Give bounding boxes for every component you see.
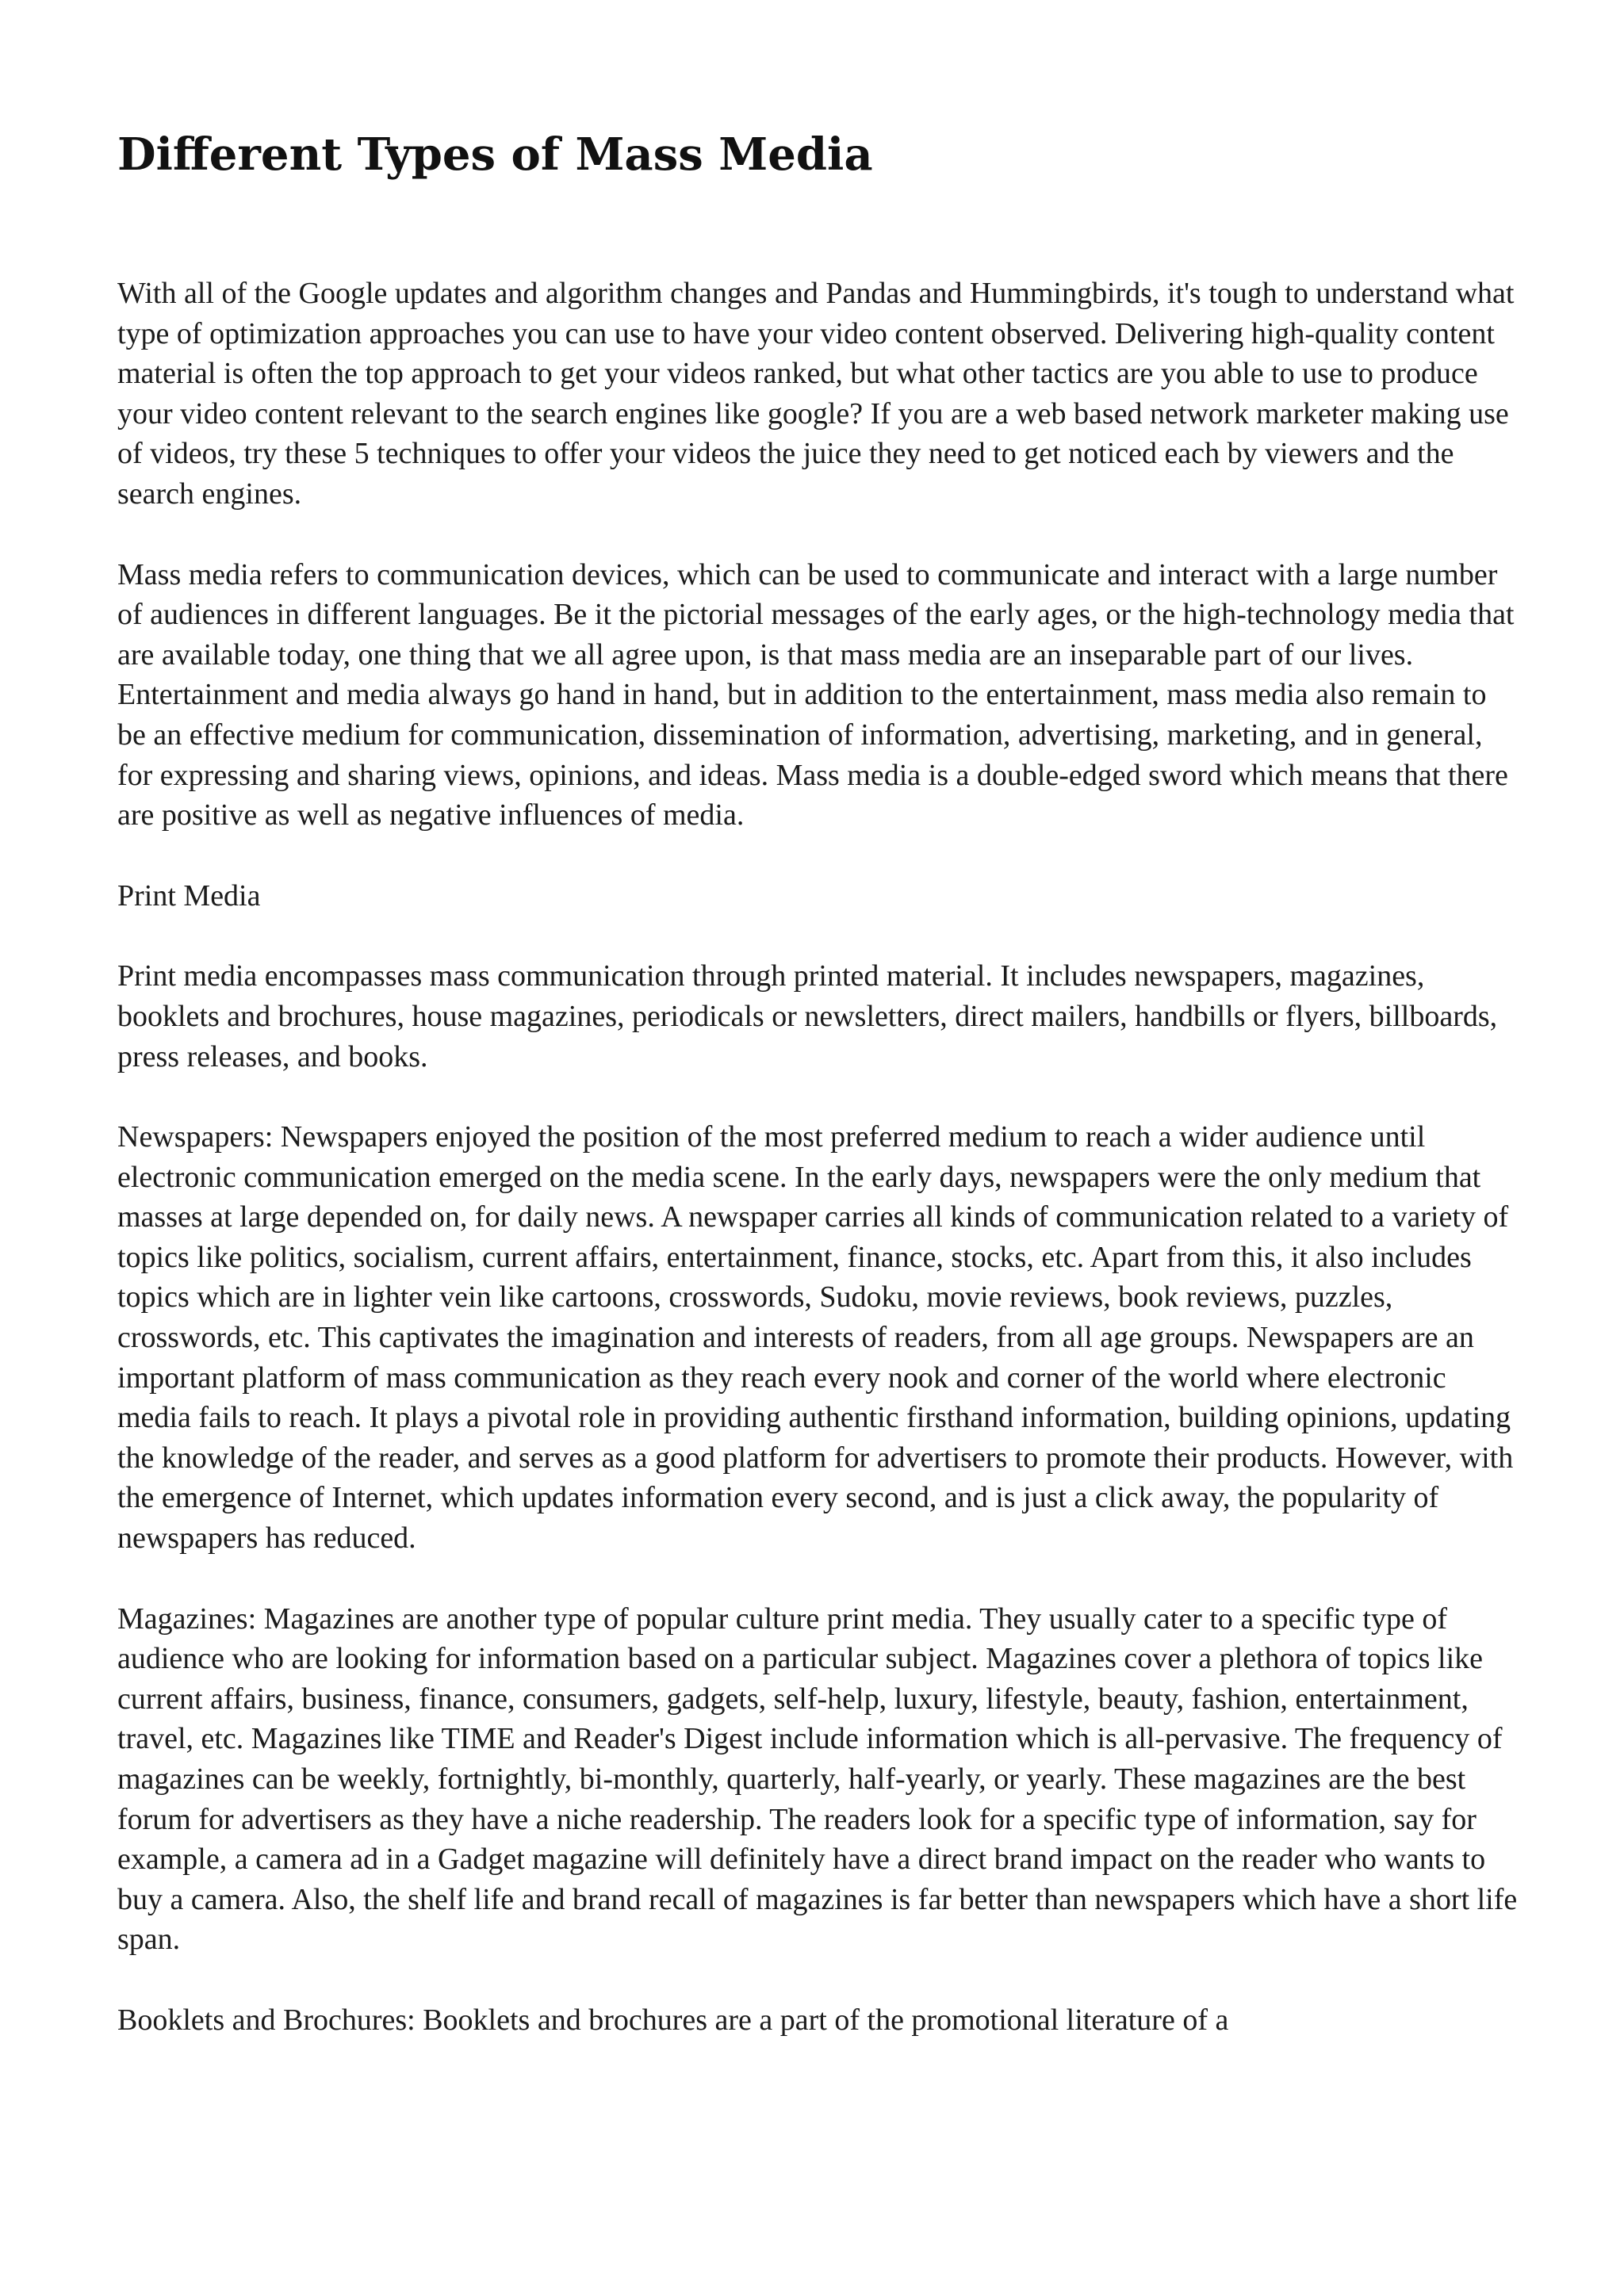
magazines-paragraph: Magazines: Magazines are another type of popular culture print media. They usually cater to a specific type of audience who are looking for information based on a particular subject. Magazines cover a plethora of topics like current affairs, business, finance, consumers, gadgets, self-help, luxury, lifestyle, beauty, fashion, entertainment, travel, etc. Magazines like TIME and Reader's Digest include information which is all-pervasive. The frequency of magazines can be weekly, fortnightly, bi-monthly, quarterly, half-yearly, or yearly. These magazines are the best forum for advertisers as they have a niche readership. The readers look for a specific type of information, say for example, a camera ad in a Gadget magazine will definitely have a direct brand impact on the reader who wants to buy a camera. Also, the shelf life and brand recall of magazines is far better than newspapers which have a short life span.: [117, 1601, 1518, 1957]
booklets-paragraph: Booklets and Brochures: Booklets and brochures are a part of the promotional literature of a: [117, 2003, 1229, 2037]
print-media-heading: Print Media: [117, 878, 261, 913]
newspapers-paragraph: Newspapers: Newspapers enjoyed the position of the most preferred medium to reach a wider audience until electronic communication emerged on the media scene. In the early days, newspapers were the only medium that masses at large depended on, for daily news. A newspaper carries all kinds of communication related to a variety of topics like politics, socialism, current affairs, entertainment, finance, stocks, etc. Apart from this, it also includes topics which are in lighter vein like cartoons, crosswords, Sudoku, movie reviews, book reviews, puzzles, crosswords, etc. This captivates the imagination and interests of readers, from all age groups. Newspapers are an important platform of mass communication as they reach every nook and corner of the world where electronic media fails to reach. It plays a pivotal role in providing authentic firsthand information, building opinions, updating the knowledge of the reader, and serves as a good platform for advertisers to promote their products. However, with the emergence of Internet, which updates information every second, and is just a click away, the popularity of newspapers has reduced.: [117, 1120, 1514, 1556]
print-media-paragraph: Print media encompasses mass communication through printed material. It includes newspapers, magazines, booklets and brochures, house magazines, periodicals or newsletters, direct mailers, handbills or flyers, billboards, press releases, and books.: [117, 959, 1498, 1073]
intro-paragraph: With all of the Google updates and algorithm changes and Pandas and Hummingbirds, it's tough to understand what type of optimization approaches you can use to have your video content observed. Delivering high-quality content material is often the top approach to get your videos ranked, but what other tactics are you able to use to produce your video content relevant to the search engines like google? If you are a web based network marketer making use of videos, try these 5 techniques to offer your videos the juice they need to get noticed each by viewers and the search engines.: [117, 277, 1515, 511]
page-title: Different Types of Mass Media: [117, 128, 873, 181]
mass-media-paragraph: Mass media refers to communication devices, which can be used to communicate and interact with a large number of audiences in different languages. Be it the pictorial messages of the early ages, or the high-technology media that are available today, one thing that we all agree upon, is that mass media are an inseparable part of our lives. Entertainment and media always go hand in hand, but in addition to the entertainment, mass media also remain to be an effective medium for communication, dissemination of information, advertising, marketing, and in general, for expressing and sharing views, opinions, and ideas. Mass media is a double-edged sword which means that there are positive as well as negative influences of media.: [117, 557, 1515, 832]
article-body: [117, 123, 1519, 2081]
